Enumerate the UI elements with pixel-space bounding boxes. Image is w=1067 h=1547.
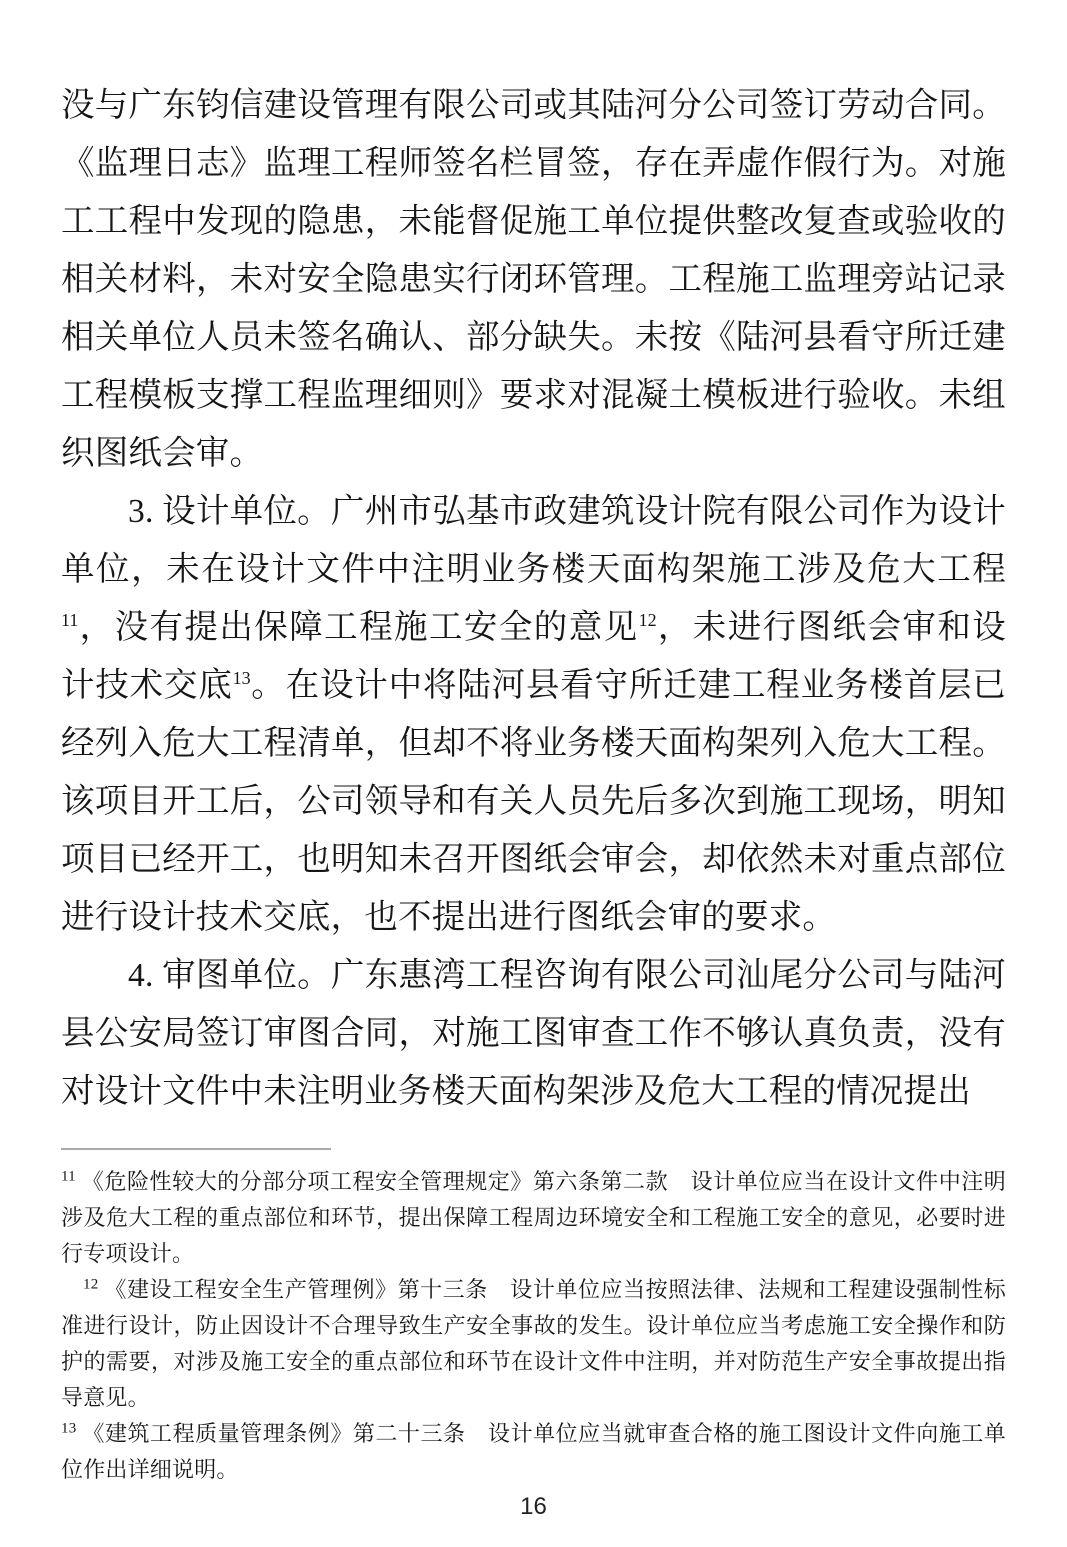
footnote-number: 13 (61, 1420, 77, 1437)
footnote-separator (61, 1148, 331, 1150)
paragraph: 3. 设计单位。广州市弘基市政建筑设计院有限公司作为设计单位，未在设计文件中注明业务楼天面构架施工涉及危大工程$^{11}$，没有提出保障工程施工安全的意见$^{12}$，未进行图纸会审和设计技术交底$^{13}$。在设计中将陆河县看守所迁建工程业务楼首层已经列入危大工程清单，但却不将业务楼天面构架列入危大工程。该项目开工后，公司领导和有关人员先后多次到施工现场，明知项目已经开工，也明知未召开图纸会审会，却依然未对重点部位进行设计技术交底，也不提出进行图纸会审的要求。 (61, 493, 1006, 936)
footnote-ref: 11 (61, 609, 79, 630)
footnote-number: 11 (61, 1168, 76, 1185)
footnote: $^{11}$ 《危险性较大的分部分项工程安全管理规定》第六条第二款 设计单位应当在设计文件中注明涉及危大工程的重点部位和环节，提出保障工程周边环境安全和工程施工安全的意见，必要时进行专项设计。 (61, 1168, 1006, 1266)
footnote-list (61, 1164, 1006, 1488)
footnote-ref: 12 (638, 609, 657, 630)
footnote-number: 12 (83, 1276, 99, 1293)
footnotes-section (61, 1148, 1006, 1488)
footnote: $^{13}$ 《建筑工程质量管理条例》第二十三条 设计单位应当就审查合格的施工图设计文件向施工单位作出详细说明。 (61, 1420, 1006, 1482)
paragraph: 没与广东钧信建设管理有限公司或其陆河分公司签订劳动合同。《监理日志》监理工程师签名栏冒签，存在弄虚作假行为。对施工工程中发现的隐患，未能督促施工单位提供整改复查或验收的相关材料，未对安全隐患实行闭环管理。工程施工监理旁站记录相关单位人员未签名确认、部分缺失。未按《陆河县看守所迁建工程模板支撑工程监理细则》要求对混凝土模板进行验收。未组织图纸会审。 (61, 87, 1006, 472)
paragraph: 4. 审图单位。广东惠湾工程咨询有限公司汕尾分公司与陆河县公安局签订审图合同，对施工图审查工作不够认真负责，没有对设计文件中未注明业务楼天面构架涉及危大工程的情况提出 (61, 957, 1006, 1110)
footnote-ref: 13 (232, 667, 251, 688)
page-number: 16 (520, 1493, 547, 1520)
footnote: $^{12}$ 《建设工程安全生产管理例》第十三条 设计单位应当按照法律、法规和工程建设强制性标准进行设计，防止因设计不合理导致生产安全事故的发生。设计单位应当考虑施工安全操作和防护的需要，对涉及施工安全的重点部位和环节在设计文件中注明，并对防范生产安全事故提出指导意见。 (61, 1276, 1006, 1410)
document-body (61, 77, 1006, 1121)
